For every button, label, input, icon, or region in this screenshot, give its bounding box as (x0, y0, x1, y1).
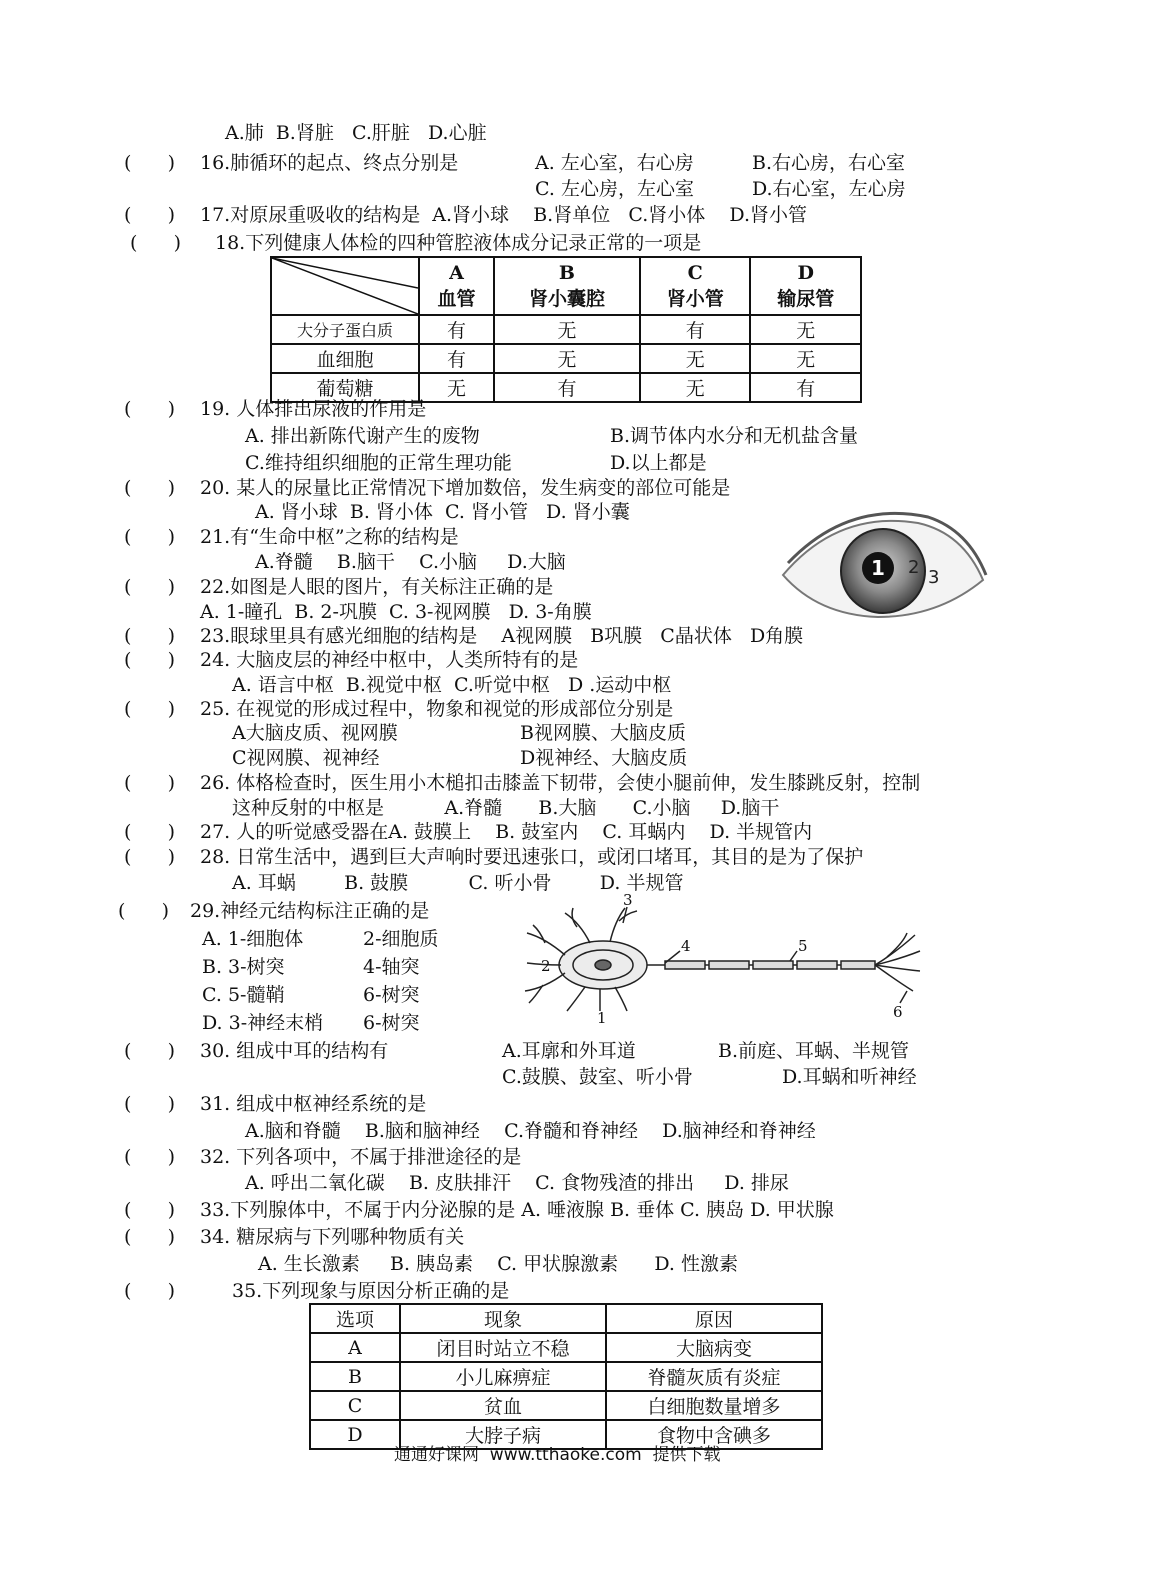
q25-option-a: A大脑皮质、视网膜 (232, 722, 398, 744)
q18-header-d: D 输尿管 (750, 257, 861, 315)
q18-header-c: C 肾小管 (640, 257, 751, 315)
q25-option-c: C视网膜、视神经 (232, 747, 380, 769)
neuron-label-5: 5 (798, 937, 808, 955)
q29-option-b1: B. 3-树突 (202, 956, 285, 978)
row-label: 大分子蛋白质 (271, 315, 419, 344)
table-cell: 无 (419, 373, 494, 402)
q16-bracket[interactable]: ( ) (124, 152, 176, 174)
table-row (310, 1333, 822, 1362)
eye-label-2: 2 (908, 557, 920, 578)
neuron-label-3: 3 (623, 893, 633, 909)
q31-options: A.脑和脊髓 B.脑和脑神经 C.脊髓和脊神经 D.脑神经和脊神经 (245, 1120, 816, 1142)
table-row (310, 1391, 822, 1420)
neuron-label-2: 2 (541, 957, 551, 975)
q30-stem: 30. 组成中耳的结构有 (200, 1040, 389, 1062)
header-phenomenon: 现象 (400, 1304, 606, 1333)
q29-option-c2: 6-树突 (363, 984, 420, 1006)
q17-bracket[interactable]: ( ) (124, 204, 176, 226)
table-cell: 贫血 (400, 1391, 606, 1420)
table-cell: 无 (750, 315, 861, 344)
table-cell: 有 (419, 315, 494, 344)
q29-option-d2: 6-树突 (363, 1012, 420, 1034)
diagonal-lines-icon (272, 258, 418, 314)
q29-option-b2: 4-轴突 (363, 956, 420, 978)
q21-options: A.脊髓 B.脑干 C.小脑 D.大脑 (255, 551, 566, 573)
header-cause: 原因 (606, 1304, 822, 1333)
q32-stem: 32. 下列各项中，不属于排泄途径的是 (200, 1146, 522, 1168)
table-row (271, 344, 861, 373)
q24-bracket[interactable]: ( ) (124, 649, 176, 671)
q29-option-d1: D. 3-神经末梢 (202, 1012, 324, 1034)
q26-bracket[interactable]: ( ) (124, 772, 176, 794)
table-cell: 闭目时站立不稳 (400, 1333, 606, 1362)
q16-stem: 16.肺循环的起点、终点分别是 (200, 152, 459, 174)
q30-option-c: C.鼓膜、鼓室、听小骨 (502, 1066, 693, 1088)
q33-bracket[interactable]: ( ) (124, 1199, 176, 1221)
table-cell: 无 (640, 373, 751, 402)
q29-bracket[interactable]: ( ) (118, 900, 170, 922)
q22-options: A. 1-瞳孔 B. 2-巩膜 C. 3-视网膜 D. 3-角膜 (200, 601, 592, 623)
q15-options: A.肺 B.肾脏 C.肝脏 D.心脏 (225, 122, 487, 144)
table-cell: B (310, 1362, 400, 1391)
q34-bracket[interactable]: ( ) (124, 1226, 176, 1248)
q22-stem: 22.如图是人眼的图片，有关标注正确的是 (200, 576, 554, 598)
q28-bracket[interactable]: ( ) (124, 846, 176, 868)
q18-header-a: A 血管 (419, 257, 494, 315)
q28-options: A. 耳蜗 B. 鼓膜 C. 听小骨 D. 半规管 (232, 872, 684, 894)
q25-bracket[interactable]: ( ) (124, 698, 176, 720)
q16-option-c: C. 左心房，左心室 (535, 178, 694, 200)
eye-image (778, 505, 988, 625)
q18-bracket[interactable]: ( ) (130, 232, 182, 254)
q21-stem: 21.有“生命中枢”之称的结构是 (200, 526, 459, 548)
q28-stem: 28. 日常生活中，遇到巨大声响时要迅速张口，或闭口堵耳，其目的是为了保护 (200, 846, 864, 868)
q31-stem: 31. 组成中枢神经系统的是 (200, 1093, 427, 1115)
q16-option-b: B.右心房，右心室 (752, 152, 906, 174)
q30-bracket[interactable]: ( ) (124, 1040, 176, 1062)
q21-bracket[interactable]: ( ) (124, 526, 176, 548)
table-cell: 有 (419, 344, 494, 373)
table-cell: 无 (750, 344, 861, 373)
q27-bracket[interactable]: ( ) (124, 821, 176, 843)
q19-option-c: C.维持组织细胞的正常生理功能 (245, 452, 512, 474)
eye-label-1: 1 (871, 556, 885, 580)
q25-stem: 25. 在视觉的形成过程中，物象和视觉的形成部位分别是 (200, 698, 674, 720)
table-header-row (310, 1304, 822, 1333)
q30-option-d: D.耳蜗和听神经 (782, 1066, 917, 1088)
eye-label-3: 3 (928, 567, 940, 588)
q25-option-b: B视网膜、大脑皮质 (520, 722, 686, 744)
q25-option-d: D视神经、大脑皮质 (520, 747, 688, 769)
neuron-diagram (515, 893, 935, 1023)
table-cell: D (310, 1420, 400, 1449)
q34-options: A. 生长激素 B. 胰岛素 C. 甲状腺激素 D. 性激素 (258, 1253, 739, 1275)
table-cell: 食物中含碘多 (606, 1420, 822, 1449)
row-label: 血细胞 (271, 344, 419, 373)
q31-bracket[interactable]: ( ) (124, 1093, 176, 1115)
table-cell: 脊髓灰质有炎症 (606, 1362, 822, 1391)
q27-text: 27. 人的听觉感受器在A. 鼓膜上 B. 鼓室内 C. 耳蜗内 D. 半规管内 (200, 821, 813, 843)
table-cell: 小儿麻痹症 (400, 1362, 606, 1391)
q18-table (270, 256, 862, 403)
q24-stem: 24. 大脑皮层的神经中枢中，人类所特有的是 (200, 649, 579, 671)
q19-option-b: B.调节体内水分和无机盐含量 (610, 425, 859, 447)
q24-options: A. 语言中枢 B.视觉中枢 C.听觉中枢 D .运动中枢 (232, 674, 672, 696)
q35-table (309, 1303, 823, 1450)
q26-cont: 这种反射的中枢是 A.脊髓 B.大脑 C.小脑 D.脑干 (232, 797, 780, 819)
q23-text: 23.眼球里具有感光细胞的结构是 A视网膜 B巩膜 C晶状体 D角膜 (200, 625, 804, 647)
table-cell: 无 (494, 315, 640, 344)
q32-options: A. 呼出二氧化碳 B. 皮肤排汗 C. 食物残渣的排出 D. 排尿 (245, 1172, 789, 1194)
neuron-label-1: 1 (597, 1009, 607, 1023)
q18-header-b: B 肾小囊腔 (494, 257, 640, 315)
q19-option-a: A. 排出新陈代谢产生的废物 (245, 425, 480, 447)
q16-option-d: D.右心室，左心房 (752, 178, 906, 200)
table-cell: 无 (494, 344, 640, 373)
neuron-label-4: 4 (681, 937, 691, 955)
table-cell: 有 (750, 373, 861, 402)
q19-bracket[interactable]: ( ) (124, 398, 176, 420)
q35-stem: 35.下列现象与原因分析正确的是 (232, 1280, 510, 1302)
q19-stem: 19. 人体排出尿液的作用是 (200, 398, 427, 420)
table-cell: 大脖子病 (400, 1420, 606, 1449)
q34-stem: 34. 糖尿病与下列哪种物质有关 (200, 1226, 465, 1248)
q23-bracket[interactable]: ( ) (124, 625, 176, 647)
q26-stem: 26. 体格检查时，医生用小木槌扣击膝盖下韧带，会使小腿前伸，发生膝跳反射，控制 (200, 772, 921, 794)
header-option: 选项 (310, 1304, 400, 1333)
table-row (310, 1362, 822, 1391)
table-cell: 有 (494, 373, 640, 402)
q16-option-a: A. 左心室，右心房 (535, 152, 694, 174)
q29-option-a2: 2-细胞质 (363, 928, 439, 950)
q18-diagonal-header (271, 257, 419, 315)
table-cell: 有 (640, 315, 751, 344)
q20-options: A. 肾小球 B. 肾小体 C. 肾小管 D. 肾小囊 (255, 501, 630, 523)
q30-option-b: B.前庭、耳蜗、半规管 (718, 1040, 910, 1062)
q29-option-c1: C. 5-髓鞘 (202, 984, 285, 1006)
table-cell: 白细胞数量增多 (606, 1391, 822, 1420)
neuron-label-6: 6 (893, 1003, 903, 1021)
table-row (271, 315, 861, 344)
q29-option-a1: A. 1-细胞体 (202, 928, 304, 950)
table-cell: A (310, 1333, 400, 1362)
q20-stem: 20. 某人的尿量比正常情况下增加数倍，发生病变的部位可能是 (200, 477, 731, 499)
row-label: 葡萄糖 (271, 373, 419, 402)
q29-stem: 29.神经元结构标注正确的是 (190, 900, 430, 922)
table-cell: 无 (640, 344, 751, 373)
footer: 通通好课网 www.tthaoke.com 提供下载 (394, 1445, 721, 1465)
q33-text: 33.下列腺体中，不属于内分泌腺的是 A. 唾液腺 B. 垂体 C. 胰岛 D. 甲状腺 (200, 1199, 834, 1221)
q19-option-d: D.以上都是 (610, 452, 707, 474)
table-cell: 大脑病变 (606, 1333, 822, 1362)
q35-bracket[interactable]: ( ) (124, 1280, 176, 1302)
q17-text: 17.对原尿重吸收的结构是 A.肾小球 B.肾单位 C.肾小体 D.肾小管 (200, 204, 807, 226)
q20-bracket[interactable]: ( ) (124, 477, 176, 499)
q32-bracket[interactable]: ( ) (124, 1146, 176, 1168)
q30-option-a: A.耳廓和外耳道 (502, 1040, 636, 1062)
table-cell: C (310, 1391, 400, 1420)
q22-bracket[interactable]: ( ) (124, 576, 176, 598)
q18-stem: 18.下列健康人体检的四种管腔液体成分记录正常的一项是 (215, 232, 702, 254)
